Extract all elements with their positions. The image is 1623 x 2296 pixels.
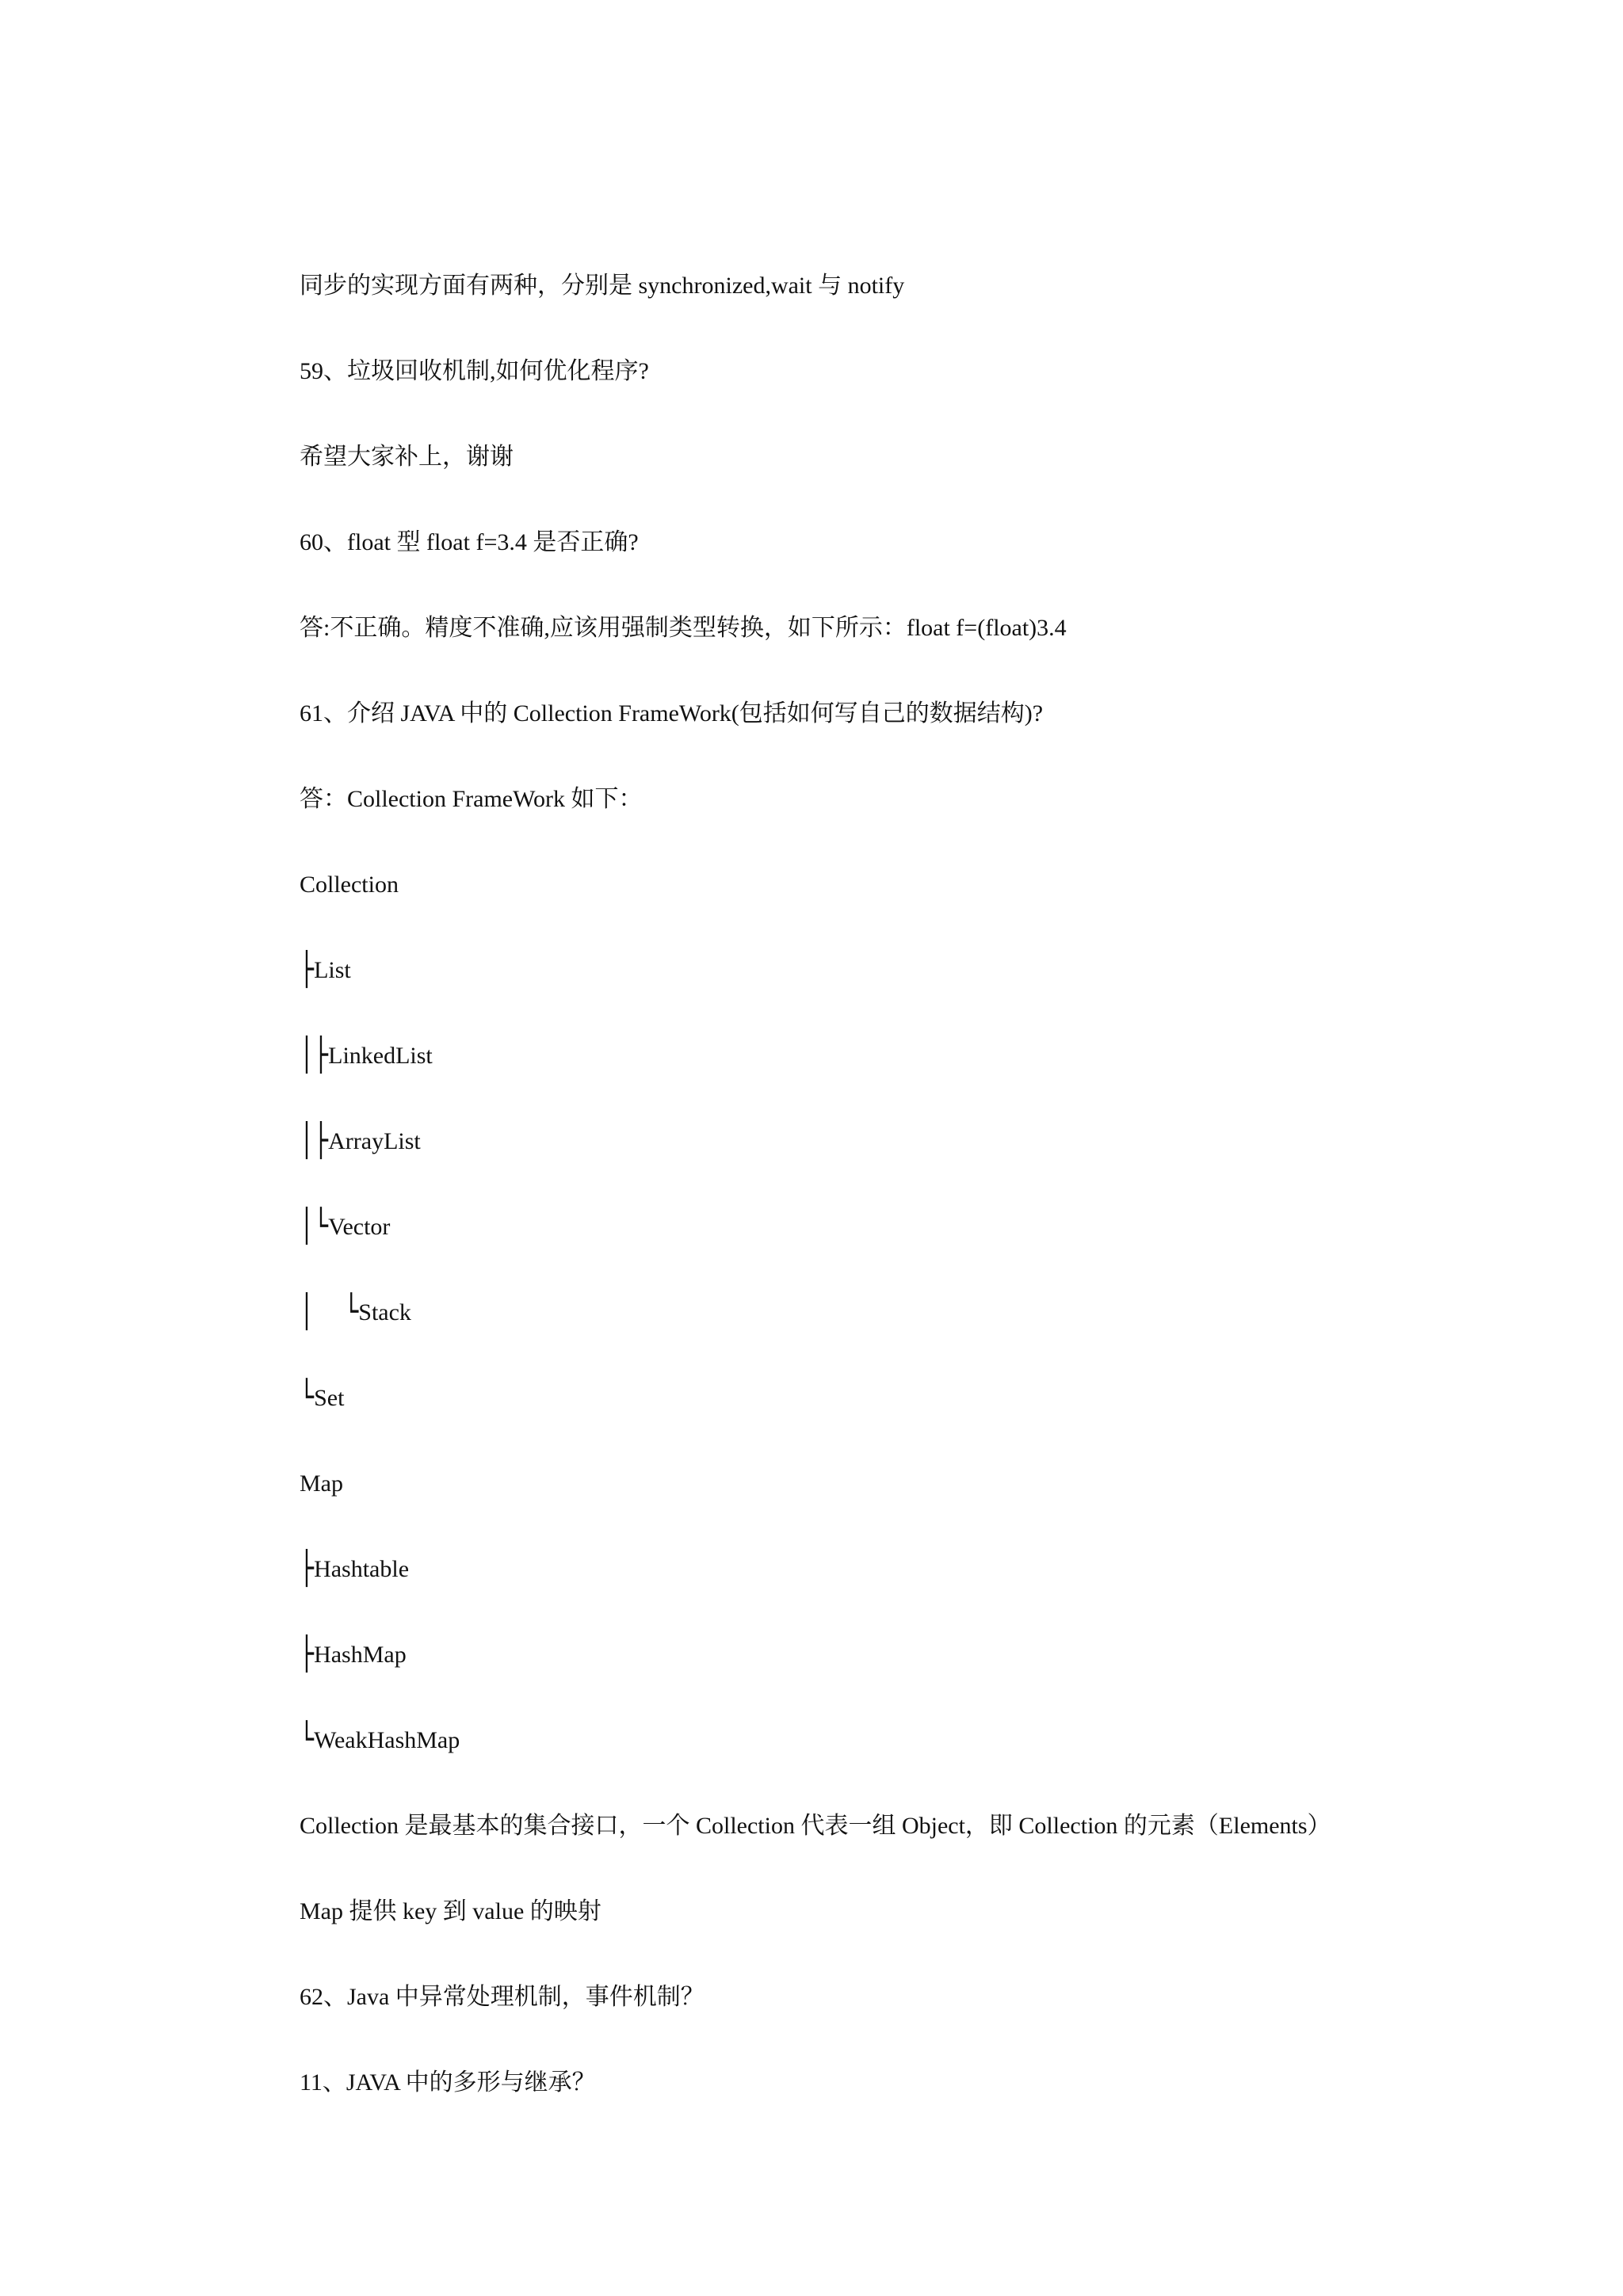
question-59: 59、垃圾回收机制,如何优化程序?	[300, 358, 649, 384]
map-description: Map 提供 key 到 value 的映射	[300, 1898, 601, 1924]
tree-item-vector	[300, 1202, 1354, 1287]
tree-item-label: Set	[314, 1385, 345, 1411]
tree-item-list	[300, 945, 1354, 1031]
tree-item-label: Stack	[358, 1299, 411, 1325]
answer-60: 答:不正确。精度不准确,应该用强制类型转换，如下所示：float f=(float)3.4	[300, 615, 1067, 641]
question-11: 11、JAVA 中的多形与继承？	[300, 2069, 596, 2096]
tree-item-set	[300, 1373, 1354, 1459]
tree-connector: │├	[300, 1122, 329, 1160]
tree-item-linkedlist	[300, 1031, 1354, 1116]
tree-connector: │ └	[300, 1293, 359, 1331]
collection-description: Collection 是最基本的集合接口，一个 Collection 代表一组 Object，即 Collection 的元素（Elements）	[300, 1813, 1331, 1839]
tree-connector: ├	[300, 951, 315, 989]
tree-connector: ├	[300, 1635, 315, 1673]
answer-59: 希望大家补上，谢谢	[300, 444, 514, 470]
text-line-sync: 同步的实现方面有两种，分别是 synchronized,wait 与 notify	[300, 273, 905, 299]
tree-item-label: WeakHashMap	[314, 1727, 460, 1753]
question-60: 60、float 型 float f=3.4 是否正确?	[300, 529, 639, 555]
tree-connector: ├	[300, 1550, 315, 1588]
tree-item-label: LinkedList	[328, 1043, 433, 1069]
tree-item-label: List	[314, 957, 351, 983]
tree-item-label: Hashtable	[314, 1556, 410, 1582]
tree-connector: └	[300, 1721, 315, 1759]
tree-root-collection: Collection	[300, 871, 399, 898]
tree-root-map: Map	[300, 1470, 343, 1497]
tree-connector: │└	[300, 1207, 329, 1245]
tree-item-hashmap	[300, 1630, 1354, 1715]
tree-item-weakhashmap	[300, 1715, 1354, 1801]
tree-item-label: HashMap	[314, 1642, 407, 1668]
document-body	[300, 261, 1354, 2143]
tree-item-label: ArrayList	[328, 1128, 421, 1154]
answer-61: 答：Collection FrameWork 如下：	[300, 786, 643, 812]
tree-item-hashtable	[300, 1544, 1354, 1630]
tree-connector: └	[300, 1379, 315, 1417]
question-62: 62、Java 中异常处理机制，事件机制？	[300, 1984, 705, 2010]
tree-item-arraylist	[300, 1116, 1354, 1202]
question-61: 61、介绍 JAVA 中的 Collection FrameWork(包括如何写自己的数据结构)?	[300, 700, 1044, 727]
tree-item-stack	[300, 1287, 1354, 1373]
tree-connector: │├	[300, 1036, 329, 1074]
tree-item-label: Vector	[328, 1214, 391, 1240]
